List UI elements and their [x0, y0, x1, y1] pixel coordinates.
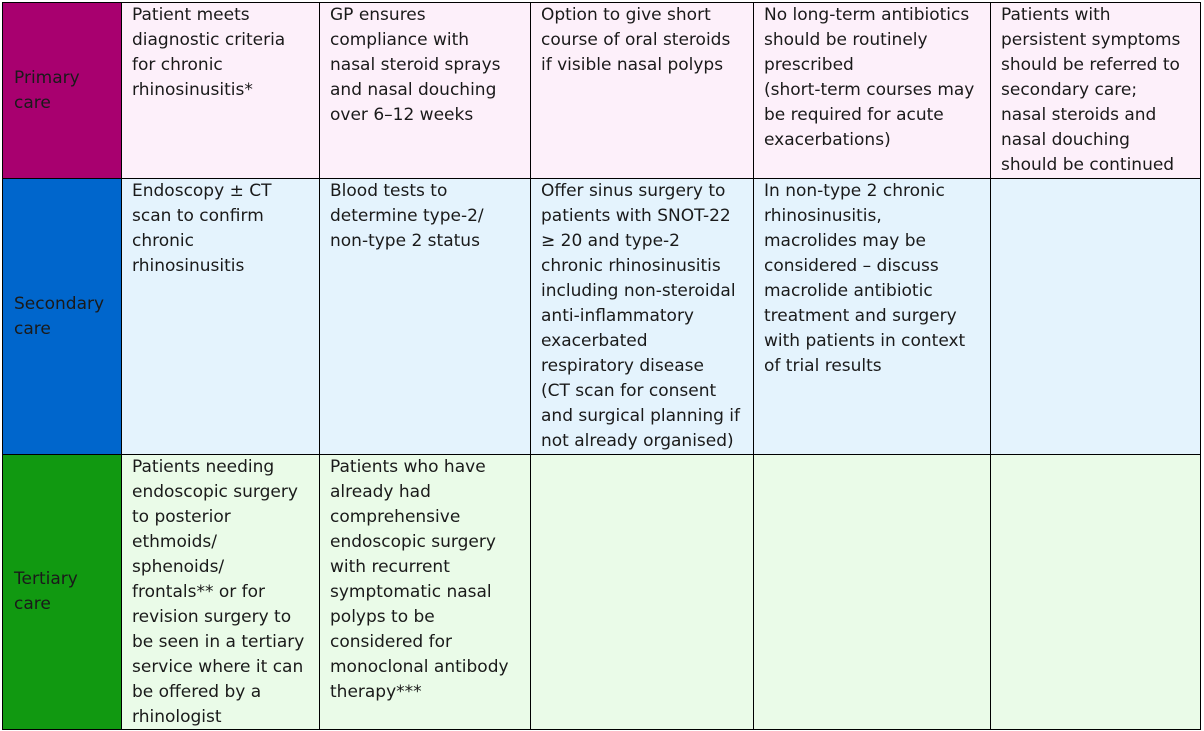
table-cell	[991, 179, 1201, 455]
row-label-secondary-care	[3, 179, 122, 455]
table-cell	[991, 455, 1201, 730]
row-label-tertiary-care	[3, 455, 122, 730]
row-label-text: Tertiary care	[14, 569, 78, 614]
table-cell: Patients who have already had comprehensive endoscopic surgery with recurrent symptomatic nasal polyps to be considered for monoclonal antibody therapy***	[320, 455, 531, 730]
row-label-text: Primary care	[14, 67, 80, 113]
table-cell	[531, 455, 754, 730]
table-cell: In non-type 2 chronic rhinosinusitis, macrolides may be considered – discuss macrolide antibiotic treatment and surgery with patients in context of trial results	[754, 179, 991, 455]
table-cell: Blood tests to determine type-2/ non-type 2 status	[320, 179, 531, 455]
row-label-text: Secondary care	[14, 293, 105, 339]
table-cell: Offer sinus surgery to patients with SNOT-22 ≥ 20 and type-2 chronic rhinosinusitis including non-steroidal anti-inflammatory exacerbated respiratory disease (CT scan for consent and surgical planning if not already organised)	[531, 179, 754, 455]
table-cell: Patients needing endoscopic surgery to posterior ethmoids/ sphenoids/ frontals** or for revision surgery to be seen in a tertiary service where it can be offered by a rhinologist	[122, 455, 320, 730]
table-cell: Patients with persistent symptoms should be referred to secondary care; nasal steroids and nasal douching should be continued	[991, 3, 1201, 179]
table-cell: Patient meets diagnostic criteria for chronic rhinosinusitis*	[122, 3, 320, 179]
care-pathway-table	[2, 2, 1201, 730]
table-cell: Option to give short course of oral steroids if visible nasal polyps	[531, 3, 754, 179]
table-cell: No long-term antibiotics should be routinely prescribed (short-term courses may be required for acute exacerbations)	[754, 3, 991, 179]
table-cell: GP ensures compliance with nasal steroid sprays and nasal douching over 6–12 weeks	[320, 3, 531, 179]
table-cell	[754, 455, 991, 730]
table-cell: Endoscopy ± CT scan to confirm chronic rhinosinusitis	[122, 179, 320, 455]
row-label-primary-care	[3, 3, 122, 179]
